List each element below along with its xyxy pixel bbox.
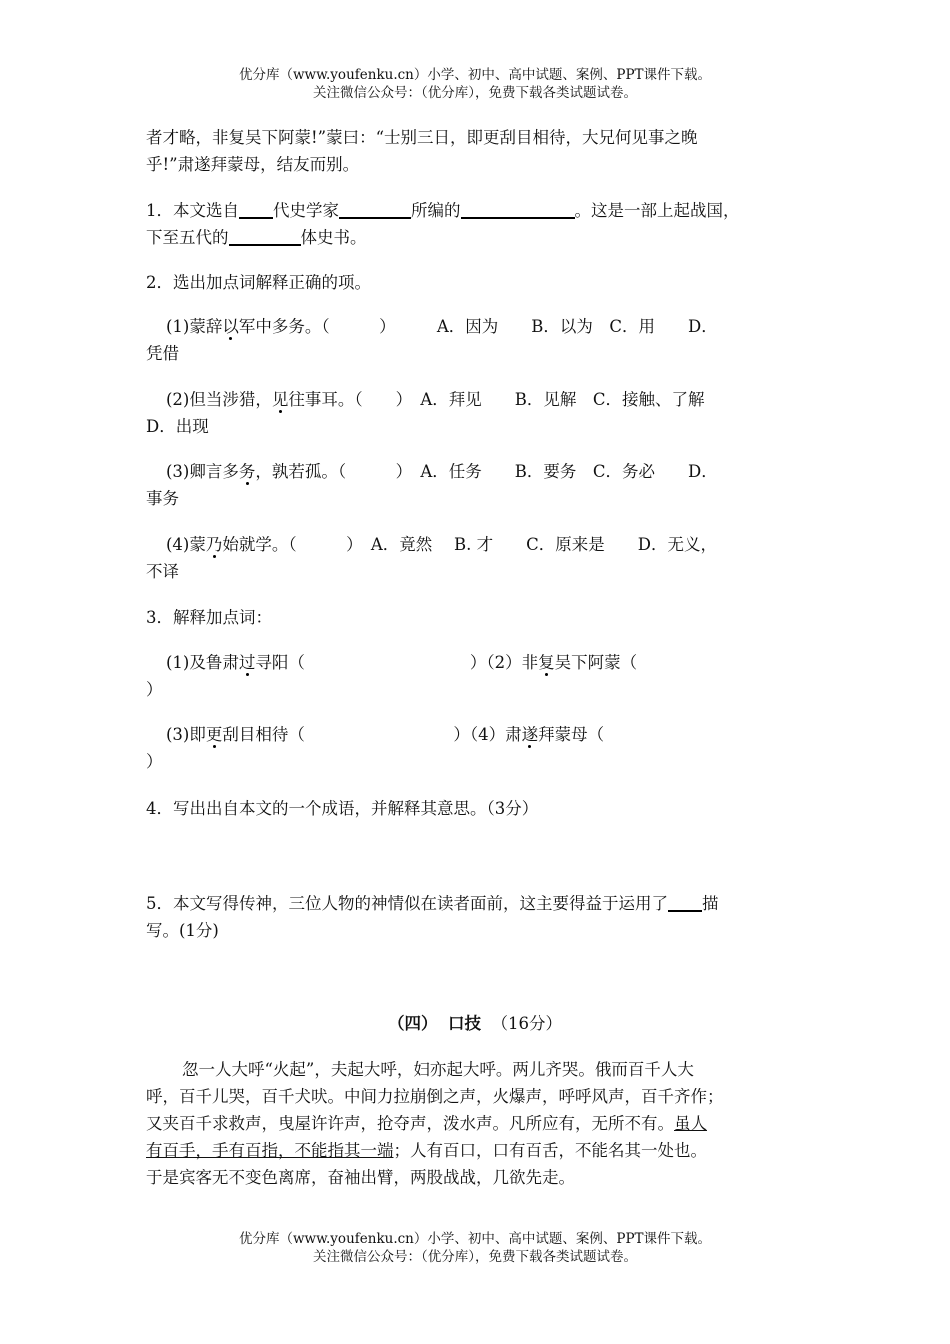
item-text: 刮目相待（ ）（4）肃 xyxy=(222,725,522,744)
item-text: (3)即 xyxy=(166,725,206,744)
item-text: (3)卿言多 xyxy=(166,462,239,481)
header xyxy=(0,66,950,102)
q1-text: 所编的 xyxy=(411,201,461,220)
passage-text: 又夹百千求救声，曳屋许许声，抢夺声，泼水声。凡所应有，无所不有。 xyxy=(146,1114,674,1133)
q5-blank[interactable] xyxy=(668,892,702,912)
dotted-word: 见 xyxy=(271,390,289,409)
q1-text: 下至五代的 xyxy=(146,228,229,247)
passage-text: ；人有百口，口有百舌，不能名其一处也。 xyxy=(393,1141,707,1160)
dotted-word: 务 xyxy=(238,462,256,481)
question-3-row-1 xyxy=(146,649,810,703)
passage-line: 乎!”肃遂拜蒙母，结友而别。 xyxy=(146,155,360,174)
footer xyxy=(0,1230,950,1266)
item-text: (4)蒙 xyxy=(166,535,206,554)
footer-line-1: 优分库（www.youfenku.cn）小学、初中、高中试题、案例、PPT课件下载。 xyxy=(238,1231,712,1247)
item-text: 寻阳（ ）（2）非 xyxy=(255,653,539,672)
question-2-item-1 xyxy=(146,313,810,367)
dotted-word: 更 xyxy=(205,725,223,744)
dotted-word: 遂 xyxy=(521,725,539,744)
question-1 xyxy=(146,197,810,251)
passage-line: 呼，百千儿哭，百千犬吠。中间力拉崩倒之声，火爆声，呼呼风声，百千齐作； xyxy=(146,1087,724,1106)
item-continuation: 不译 xyxy=(146,562,179,581)
item-text: ，孰若孤。（ ） A．任务 B．要务 C．务必 D． xyxy=(255,462,718,481)
q5-text: 写。(1分) xyxy=(146,921,219,940)
item-text: (1)蒙辞 xyxy=(166,317,223,336)
item-continuation: 凭借 xyxy=(146,344,179,363)
q1-blank-type[interactable] xyxy=(229,226,301,246)
passage-line: 者才略，非复吴下阿蒙!”蒙曰：“士别三日，即更刮目相待，大兄何见事之晚 xyxy=(146,128,698,147)
item-text: 始就学。（ ） A．竟然 B. 才 C．原来是 D．无义， xyxy=(222,535,718,554)
q1-text: 体史书。 xyxy=(300,228,367,247)
question-4: 4．写出出自本文的一个成语，并解释其意思。（3分） xyxy=(146,799,539,818)
section-name: 口技 xyxy=(448,1014,481,1033)
item-text: (2)但当涉猎， xyxy=(166,390,272,409)
item-continuation: D．出现 xyxy=(146,417,209,436)
footer-line-2: 关注微信公众号：（优分库），免费下载各类试题试卷。 xyxy=(313,1249,637,1265)
question-5 xyxy=(146,890,810,944)
q1-blank-book[interactable] xyxy=(461,199,575,219)
dotted-word: 以 xyxy=(222,317,239,336)
section-score: （16分） xyxy=(491,1014,562,1033)
item-continuation: 事务 xyxy=(146,489,179,508)
section-title xyxy=(0,1010,950,1037)
item-text: 往事耳。（ ） A．拜见 B．见解 C．接触、了解 xyxy=(288,390,705,409)
q1-text: 代史学家 xyxy=(273,201,339,220)
section-number: （四） xyxy=(388,1014,438,1033)
q1-text: 。这是一部上起战国， xyxy=(574,201,740,220)
question-2-item-3 xyxy=(146,458,810,512)
q5-text: 描 xyxy=(702,894,719,913)
question-3-row-2 xyxy=(146,721,810,775)
item-continuation: ） xyxy=(146,680,163,699)
question-3-stem: 3．解释加点词： xyxy=(146,608,272,627)
header-line-2: 关注微信公众号：（优分库），免费下载各类试题试卷。 xyxy=(313,85,637,101)
item-text: 吴下阿蒙（ xyxy=(554,653,638,672)
q1-blank-historian[interactable] xyxy=(339,199,411,219)
passage-ending xyxy=(146,124,810,178)
item-text: 拜蒙母（ xyxy=(538,725,605,744)
question-2-stem: 2．选出加点词解释正确的项。 xyxy=(146,273,371,292)
question-2-item-2 xyxy=(146,386,810,440)
item-text: 军中多务。（ ） A．因为 B．以为 C．用 D． xyxy=(238,317,718,336)
q1-blank-dynasty[interactable] xyxy=(239,199,273,219)
passage-line: 于是宾客无不变色离席，奋袖出臂，两股战战，几欲先走。 xyxy=(146,1168,575,1187)
underlined-sentence: 有百手，手有百指，不能指其一端 xyxy=(146,1141,394,1160)
item-text: (1)及鲁肃 xyxy=(166,653,239,672)
dotted-word: 复 xyxy=(538,653,555,672)
passage-line: 忽一人大呼“火起”，夫起大呼，妇亦起大呼。两儿齐哭。俄而百千人大 xyxy=(182,1060,694,1079)
item-continuation: ） xyxy=(146,752,163,771)
question-2-item-4 xyxy=(146,531,810,585)
q1-text: 1．本文选自 xyxy=(146,201,239,220)
q5-text: 5．本文写得传神，三位人物的神情似在读者面前，这主要得益于运用了 xyxy=(146,894,668,913)
kouji-passage xyxy=(146,1056,810,1191)
dotted-word: 过 xyxy=(238,653,256,672)
underlined-sentence: 虽人 xyxy=(674,1114,707,1133)
dotted-word: 乃 xyxy=(205,535,223,554)
header-line-1: 优分库（www.youfenku.cn）小学、初中、高中试题、案例、PPT课件下载。 xyxy=(238,67,712,83)
